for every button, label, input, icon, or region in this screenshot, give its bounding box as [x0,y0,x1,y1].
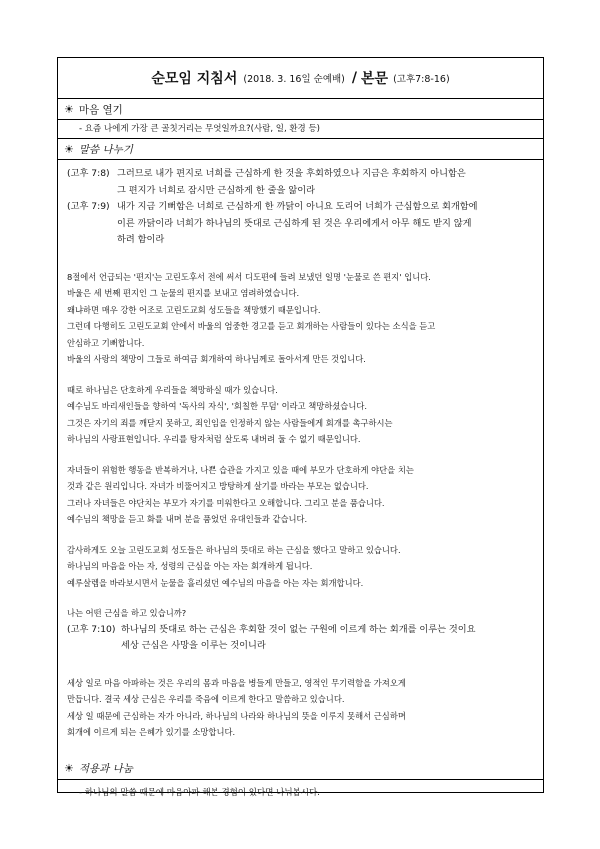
paragraph-line: 세상 일 때문에 근심하는 자가 아니라, 하나님의 나라와 하나님의 뜻을 이루지 못해서 근심하며 [67,710,406,721]
sun-icon: ☀ [64,102,74,116]
verse-line: 하나님의 뜻대로 하는 근심은 후회할 것이 없는 구원에 이르게 하는 회개를 이루는 것이요 [121,623,476,635]
paragraph [67,382,537,448]
paragraph-line: 예수님의 책망을 듣고 화를 내며 분을 품었던 유대인들과 같습니다. [67,514,308,524]
verse-line: 이른 까닭이라 너희가 하나님의 뜻대로 근심하게 된 것은 우리에게서 아무 해도 받지 않게 [117,217,472,229]
paragraph-line: 바울의 사랑의 책망이 그들로 하여금 회개하여 하나님께로 돌아서게 만든 것입니다. [67,354,366,364]
paragraph-line: 왜냐하면 매우 강한 어조로 고린도교회 성도들을 책망했기 때문입니다. [67,304,321,315]
paragraph-line: 그러나 자녀들은 야단치는 부모가 자기를 미워한다고 오해합니다. 그리고 분을 품습니다. [67,497,385,508]
paragraph-line: 감사하게도 오늘 고린도교회 성도들은 하나님의 뜻대로 하는 근심을 했다고 말하고 있습니다. [67,544,401,555]
section-opening-header [58,99,543,120]
verse-line: 그러므로 내가 편지로 너희를 근심하게 한 것을 후회하였으나 지금은 후회하지 아니함은 [117,168,466,179]
paragraph-line: 예수님도 바리새인들을 향하여 '독사의 자식', '회칠한 무덤' 이라고 책망하셨습니다. [67,401,367,411]
paragraph [67,269,537,368]
closing-paragraph [67,675,537,741]
paragraph-line: 하나님의 사랑표현입니다. 우리를 탕자처럼 살도록 내버려 둘 수 없기 때문입니다. [67,434,361,444]
verse-ref: (고후 7:8) [67,168,110,179]
reflection-question: 나는 어떤 근심을 하고 있습니까? [67,608,187,618]
paragraph-line: 안심하고 기뻐합니다. [67,337,145,348]
section-opening-label: 마음 열기 [78,103,123,116]
title-bar [58,58,543,99]
application-question: - 하나님의 말씀 때문에 마음아파 해본 경험이 있다면 나눠봅시다. [79,787,320,798]
verse-line: 내가 지금 기뻐함은 너희로 근심하게 한 까닭이 아니요 도리어 너희가 근심함으로 회개함에 [117,201,478,212]
verse-ref: (고후 7:10) [67,623,116,635]
guide-frame [57,57,544,798]
verse-ref: (고후 7:9) [67,201,110,212]
paragraph-line: 회개에 이르게 되는 은혜가 있기를 소망합니다. [67,727,236,737]
section-word-header [58,138,543,160]
paragraph-line: 자녀들이 위험한 행동을 반복하거나, 나쁜 습관을 가지고 있을 때에 부모가 단호하게 야단을 치는 [67,464,414,475]
subject-label: 본문 [361,71,389,87]
sun-icon: ☀ [64,142,74,156]
verse-line: 하려 함이라 [117,234,165,245]
verse-line: 그 편지가 너희로 잠시만 근심하게 한 줄을 앎이라 [117,184,315,196]
paragraph-line: 하나님의 마음을 아는 자, 성령의 근심을 아는 자는 회개하게 됩니다. [67,561,313,571]
paragraph-line: 예루살렘을 바라보시면서 눈물을 흘리셨던 예수님의 마음을 아는 자는 회개합니다. [67,577,364,588]
section-word-label: 말씀 나누기 [78,143,133,156]
section-application-label: 적용과 나눔 [78,763,133,775]
sun-icon: ☀ [64,762,74,775]
service-date: (2018. 3. 16일 순예배) [243,74,345,85]
paragraph-line: 그것은 자기의 죄를 깨닫지 못하고, 죄인임을 인정하지 않는 사람들에게 회개를 촉구하시는 [67,417,393,428]
section-application-header [58,759,543,780]
scripture-reference: (고후7:8-16) [393,74,450,85]
paragraph-line: 바울은 세 번째 편지인 그 눈물의 편지를 보내고 염려하였습니다. [67,288,300,298]
paragraph [67,462,537,528]
paragraph-line: 8절에서 언급되는 '편지'는 고린도후서 전에 써서 디도편에 들려 보냈던 일명 '눈물로 쓴 편지' 입니다. [67,271,431,282]
opening-question: - 요즘 나에게 가장 큰 골칫거리는 무엇일까요?(사람, 일, 환경 등) [79,124,320,134]
verse-block [67,166,537,199]
title-separator: / [351,70,358,86]
paragraph-line: 것과 같은 원리입니다. 자녀가 비뚤어지고 방탕하게 살기를 바라는 부모는 없습니다. [67,481,369,491]
paragraph-line: 그런데 다행히도 고린도교회 안에서 바울의 엄중한 경고를 듣고 회개하는 사람들이 있다는 소식을 듣고 [67,321,436,331]
paragraph [67,542,537,592]
paragraph-line: 세상 일로 마음 아파하는 것은 우리의 몸과 마음을 병들게 만들고, 영적인 무기력함을 가져오게 [67,677,406,688]
paragraph-line: 만듭니다. 결국 세상 근심은 우리를 죽음에 이르게 한다고 말씀하고 있습니다. [67,694,345,704]
question-block [67,605,537,655]
paragraph-line: 때로 하나님은 단호하게 우리들을 책망하실 때가 있습니다. [67,384,278,395]
verse-line: 세상 근심은 사망을 이루는 것이니라 [121,640,266,651]
page-title: 순모임 지침서 [151,71,238,87]
verse-block [67,622,537,655]
verse-block [67,199,537,249]
word-content [58,160,543,741]
